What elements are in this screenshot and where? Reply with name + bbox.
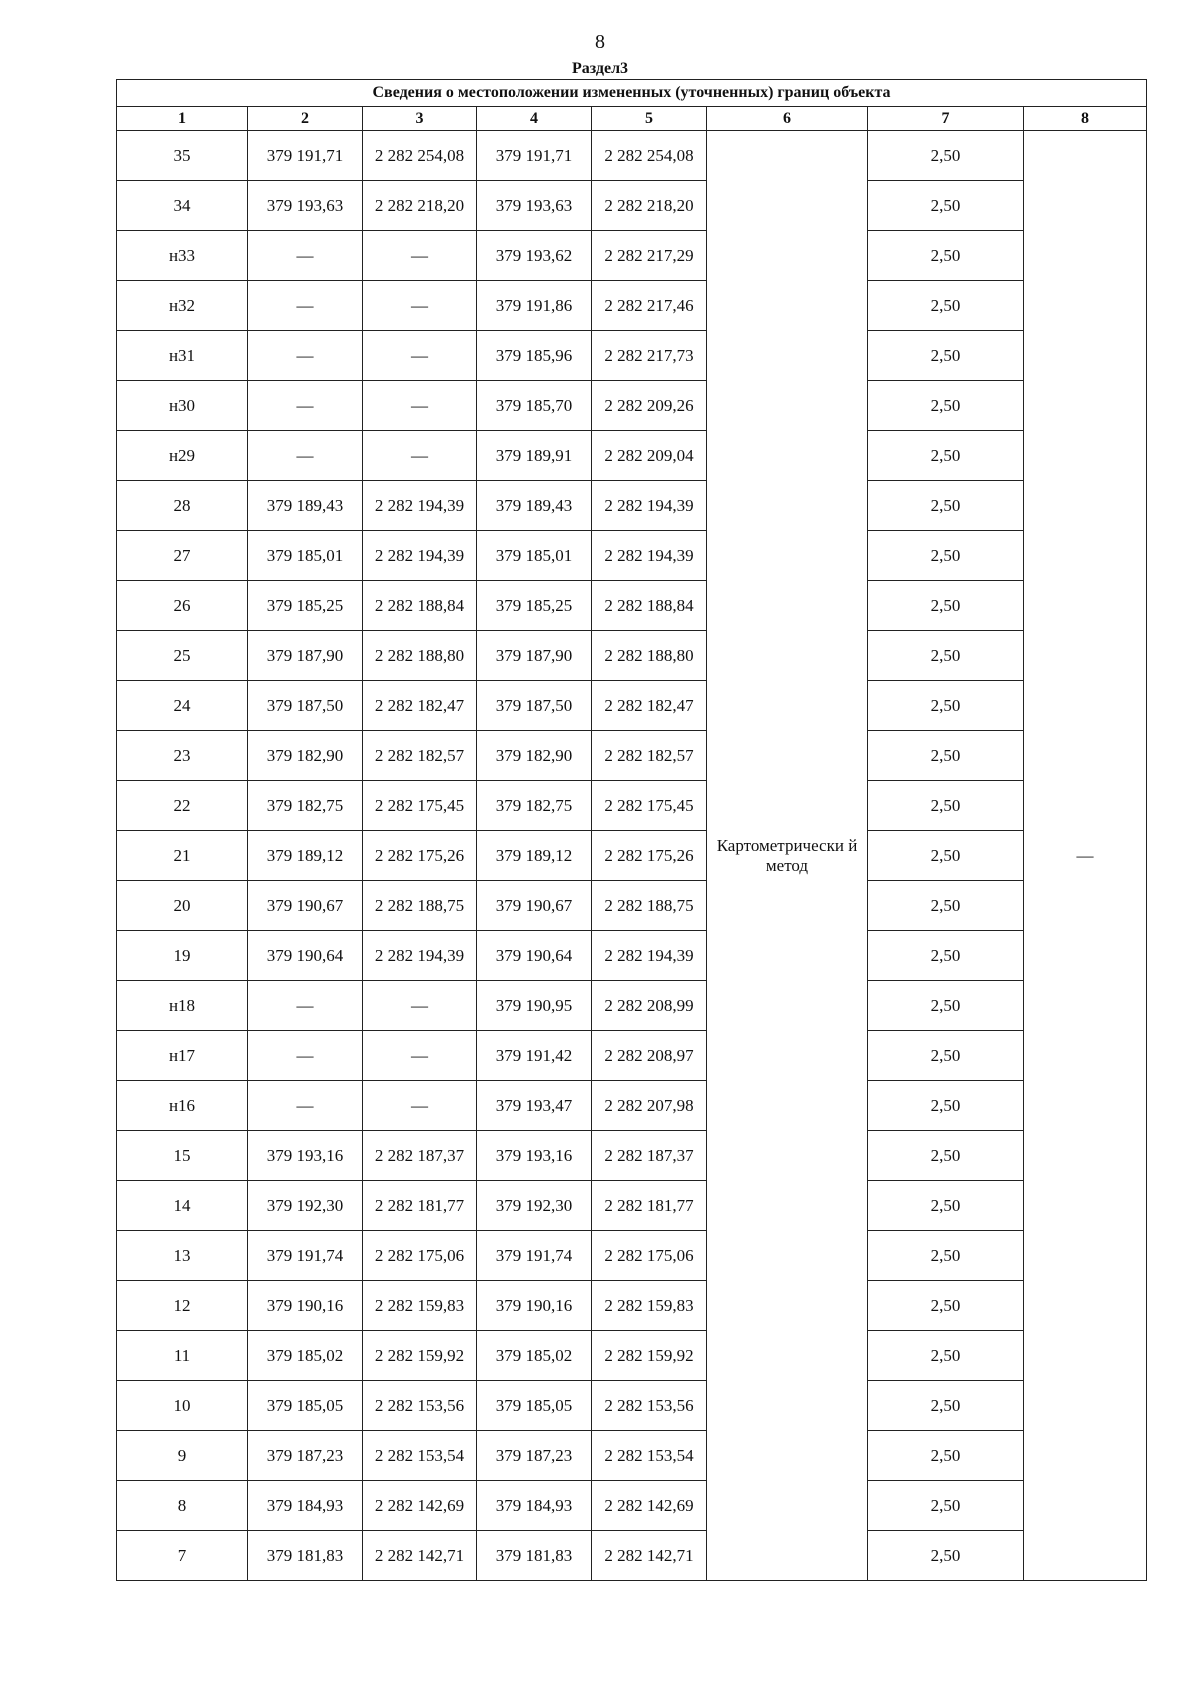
column-header: 6 [707,107,868,131]
table-row [117,1231,1147,1281]
old-x-cell: 379 190,16 [248,1281,363,1331]
boundary-coordinates-table [116,79,1147,1581]
table-row [117,1031,1147,1081]
table-row [117,381,1147,431]
old-x-cell: 379 192,30 [248,1181,363,1231]
old-y-cell: 2 282 182,47 [363,681,477,731]
point-number-cell: 28 [117,481,248,531]
old-y-cell: 2 282 159,92 [363,1331,477,1381]
new-y-cell: 2 282 188,75 [592,881,707,931]
old-x-cell: 379 187,90 [248,631,363,681]
point-number-cell: н31 [117,331,248,381]
point-number-cell: 26 [117,581,248,631]
old-y-cell: 2 282 187,37 [363,1131,477,1181]
table-row [117,831,1147,881]
old-x-cell: — [248,281,363,331]
accuracy-cell: 2,50 [868,1431,1024,1481]
accuracy-cell: 2,50 [868,1081,1024,1131]
new-x-cell: 379 185,70 [477,381,592,431]
point-number-cell: 19 [117,931,248,981]
point-number-cell: 35 [117,131,248,181]
point-number-cell: 11 [117,1331,248,1381]
new-y-cell: 2 282 159,92 [592,1331,707,1381]
point-number-cell: н17 [117,1031,248,1081]
new-x-cell: 379 191,74 [477,1231,592,1281]
point-number-cell: н33 [117,231,248,281]
point-number-cell: 9 [117,1431,248,1481]
old-x-cell: 379 187,50 [248,681,363,731]
accuracy-cell: 2,50 [868,381,1024,431]
old-x-cell: — [248,331,363,381]
old-x-cell: — [248,381,363,431]
accuracy-cell: 2,50 [868,831,1024,881]
new-y-cell: 2 282 194,39 [592,481,707,531]
accuracy-cell: 2,50 [868,581,1024,631]
table-row [117,581,1147,631]
old-x-cell: 379 193,16 [248,1131,363,1181]
old-x-cell: — [248,981,363,1031]
table-row [117,631,1147,681]
old-y-cell: 2 282 142,71 [363,1531,477,1581]
old-x-cell: — [248,1081,363,1131]
accuracy-cell: 2,50 [868,731,1024,781]
table-row [117,1131,1147,1181]
accuracy-cell: 2,50 [868,1181,1024,1231]
table-row [117,1381,1147,1431]
old-x-cell: 379 189,43 [248,481,363,531]
accuracy-cell: 2,50 [868,431,1024,481]
new-x-cell: 379 191,42 [477,1031,592,1081]
column-header: 5 [592,107,707,131]
table-row [117,1181,1147,1231]
old-x-cell: 379 185,01 [248,531,363,581]
old-y-cell: — [363,1081,477,1131]
new-x-cell: 379 189,12 [477,831,592,881]
table-row [117,931,1147,981]
accuracy-cell: 2,50 [868,1531,1024,1581]
old-y-cell: 2 282 175,45 [363,781,477,831]
new-y-cell: 2 282 207,98 [592,1081,707,1131]
new-x-cell: 379 185,01 [477,531,592,581]
accuracy-cell: 2,50 [868,681,1024,731]
accuracy-cell: 2,50 [868,1281,1024,1331]
page-number: 8 [595,31,605,53]
column-header: 2 [248,107,363,131]
accuracy-cell: 2,50 [868,631,1024,681]
accuracy-cell: 2,50 [868,481,1024,531]
old-x-cell: 379 193,63 [248,181,363,231]
old-y-cell: 2 282 182,57 [363,731,477,781]
new-x-cell: 379 182,75 [477,781,592,831]
point-number-cell: н18 [117,981,248,1031]
new-y-cell: 2 282 142,69 [592,1481,707,1531]
old-x-cell: — [248,231,363,281]
old-y-cell: 2 282 142,69 [363,1481,477,1531]
table-row [117,1331,1147,1381]
accuracy-cell: 2,50 [868,1031,1024,1081]
column8-cell: — [1024,131,1147,1581]
table-row [117,331,1147,381]
old-y-cell: 2 282 153,54 [363,1431,477,1481]
old-y-cell: 2 282 194,39 [363,481,477,531]
new-y-cell: 2 282 182,57 [592,731,707,781]
new-x-cell: 379 192,30 [477,1181,592,1231]
new-y-cell: 2 282 182,47 [592,681,707,731]
new-x-cell: 379 185,02 [477,1331,592,1381]
old-y-cell: — [363,1031,477,1081]
column-header: 4 [477,107,592,131]
method-cell: Картометрически й метод [707,131,868,1581]
table-caption-row [117,80,1147,107]
accuracy-cell: 2,50 [868,1481,1024,1531]
old-x-cell: 379 191,71 [248,131,363,181]
old-y-cell: 2 282 175,06 [363,1231,477,1281]
point-number-cell: 7 [117,1531,248,1581]
old-y-cell: — [363,431,477,481]
point-number-cell: 25 [117,631,248,681]
accuracy-cell: 2,50 [868,331,1024,381]
new-y-cell: 2 282 187,37 [592,1131,707,1181]
accuracy-cell: 2,50 [868,781,1024,831]
new-x-cell: 379 187,50 [477,681,592,731]
column-header: 1 [117,107,248,131]
new-x-cell: 379 190,95 [477,981,592,1031]
point-number-cell: 20 [117,881,248,931]
old-y-cell: — [363,231,477,281]
new-x-cell: 379 190,67 [477,881,592,931]
new-x-cell: 379 189,91 [477,431,592,481]
old-y-cell: — [363,331,477,381]
old-y-cell: 2 282 181,77 [363,1181,477,1231]
new-y-cell: 2 282 181,77 [592,1181,707,1231]
old-y-cell: — [363,981,477,1031]
table-row [117,1281,1147,1331]
new-x-cell: 379 190,64 [477,931,592,981]
old-x-cell: 379 185,05 [248,1381,363,1431]
column-header: 7 [868,107,1024,131]
accuracy-cell: 2,50 [868,281,1024,331]
new-y-cell: 2 282 194,39 [592,931,707,981]
new-y-cell: 2 282 209,04 [592,431,707,481]
old-y-cell: 2 282 153,56 [363,1381,477,1431]
new-x-cell: 379 185,05 [477,1381,592,1431]
old-y-cell: 2 282 254,08 [363,131,477,181]
new-x-cell: 379 193,16 [477,1131,592,1181]
point-number-cell: н16 [117,1081,248,1131]
point-number-cell: 15 [117,1131,248,1181]
old-y-cell: 2 282 188,80 [363,631,477,681]
point-number-cell: 22 [117,781,248,831]
new-y-cell: 2 282 254,08 [592,131,707,181]
table-row [117,281,1147,331]
new-x-cell: 379 185,96 [477,331,592,381]
old-y-cell: 2 282 159,83 [363,1281,477,1331]
accuracy-cell: 2,50 [868,131,1024,181]
new-y-cell: 2 282 175,26 [592,831,707,881]
new-x-cell: 379 181,83 [477,1531,592,1581]
new-x-cell: 379 182,90 [477,731,592,781]
old-x-cell: 379 181,83 [248,1531,363,1581]
accuracy-cell: 2,50 [868,981,1024,1031]
new-x-cell: 379 191,86 [477,281,592,331]
point-number-cell: н30 [117,381,248,431]
table-row [117,981,1147,1031]
accuracy-cell: 2,50 [868,1381,1024,1431]
new-x-cell: 379 187,90 [477,631,592,681]
column-header: 3 [363,107,477,131]
new-x-cell: 379 193,63 [477,181,592,231]
table-row [117,531,1147,581]
new-y-cell: 2 282 217,29 [592,231,707,281]
new-y-cell: 2 282 208,99 [592,981,707,1031]
new-y-cell: 2 282 175,06 [592,1231,707,1281]
new-x-cell: 379 184,93 [477,1481,592,1531]
new-y-cell: 2 282 194,39 [592,531,707,581]
new-y-cell: 2 282 188,80 [592,631,707,681]
old-x-cell: — [248,1031,363,1081]
table-row [117,1431,1147,1481]
new-x-cell: 379 193,62 [477,231,592,281]
point-number-cell: 10 [117,1381,248,1431]
point-number-cell: н29 [117,431,248,481]
old-x-cell: 379 182,75 [248,781,363,831]
old-y-cell: 2 282 188,75 [363,881,477,931]
old-y-cell: 2 282 188,84 [363,581,477,631]
new-x-cell: 379 190,16 [477,1281,592,1331]
old-x-cell: 379 190,67 [248,881,363,931]
old-x-cell: 379 191,74 [248,1231,363,1281]
new-y-cell: 2 282 217,46 [592,281,707,331]
table-row [117,131,1147,181]
table-row [117,431,1147,481]
old-y-cell: 2 282 194,39 [363,531,477,581]
new-x-cell: 379 193,47 [477,1081,592,1131]
table-caption: Сведения о местоположении измененных (уточненных) границ объекта [117,80,1147,107]
table-body [117,131,1147,1581]
new-x-cell: 379 187,23 [477,1431,592,1481]
new-y-cell: 2 282 217,73 [592,331,707,381]
new-y-cell: 2 282 159,83 [592,1281,707,1331]
old-x-cell: 379 185,02 [248,1331,363,1381]
old-x-cell: 379 189,12 [248,831,363,881]
table-row [117,1481,1147,1531]
old-y-cell: — [363,381,477,431]
accuracy-cell: 2,50 [868,881,1024,931]
new-y-cell: 2 282 142,71 [592,1531,707,1581]
table-row [117,1081,1147,1131]
point-number-cell: 24 [117,681,248,731]
column-header-row [117,107,1147,131]
point-number-cell: 8 [117,1481,248,1531]
table-row [117,181,1147,231]
accuracy-cell: 2,50 [868,1131,1024,1181]
old-y-cell: — [363,281,477,331]
old-x-cell: — [248,431,363,481]
new-x-cell: 379 185,25 [477,581,592,631]
new-y-cell: 2 282 188,84 [592,581,707,631]
accuracy-cell: 2,50 [868,931,1024,981]
old-y-cell: 2 282 194,39 [363,931,477,981]
new-y-cell: 2 282 175,45 [592,781,707,831]
point-number-cell: 34 [117,181,248,231]
new-y-cell: 2 282 208,97 [592,1031,707,1081]
old-x-cell: 379 190,64 [248,931,363,981]
accuracy-cell: 2,50 [868,1331,1024,1381]
new-x-cell: 379 189,43 [477,481,592,531]
old-x-cell: 379 184,93 [248,1481,363,1531]
section-title: Раздел3 [571,60,629,77]
table-row [117,731,1147,781]
table-row [117,681,1147,731]
table-row [117,231,1147,281]
table-row [117,881,1147,931]
new-y-cell: 2 282 153,56 [592,1381,707,1431]
point-number-cell: н32 [117,281,248,331]
old-x-cell: 379 182,90 [248,731,363,781]
table-row [117,481,1147,531]
new-y-cell: 2 282 209,26 [592,381,707,431]
accuracy-cell: 2,50 [868,231,1024,281]
old-x-cell: 379 185,25 [248,581,363,631]
new-y-cell: 2 282 218,20 [592,181,707,231]
accuracy-cell: 2,50 [868,531,1024,581]
table-row [117,781,1147,831]
table-row [117,1531,1147,1581]
new-y-cell: 2 282 153,54 [592,1431,707,1481]
point-number-cell: 13 [117,1231,248,1281]
point-number-cell: 12 [117,1281,248,1331]
column-header: 8 [1024,107,1147,131]
old-y-cell: 2 282 175,26 [363,831,477,881]
new-x-cell: 379 191,71 [477,131,592,181]
point-number-cell: 23 [117,731,248,781]
accuracy-cell: 2,50 [868,181,1024,231]
point-number-cell: 14 [117,1181,248,1231]
accuracy-cell: 2,50 [868,1231,1024,1281]
old-x-cell: 379 187,23 [248,1431,363,1481]
old-y-cell: 2 282 218,20 [363,181,477,231]
point-number-cell: 21 [117,831,248,881]
point-number-cell: 27 [117,531,248,581]
